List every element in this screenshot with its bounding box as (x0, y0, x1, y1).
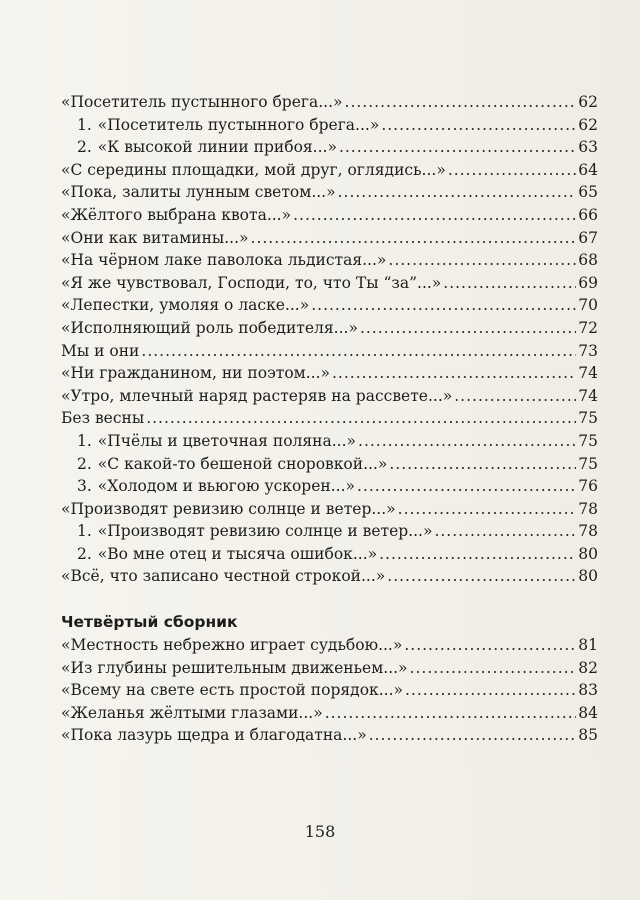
table-of-contents (61, 91, 598, 747)
toc-entry-title: «На чёрном лаке паволока льдистая...» (61, 251, 387, 270)
toc-entry-title (77, 475, 355, 498)
toc-entry-title (77, 136, 337, 159)
section-spacer (61, 588, 598, 610)
toc-entry (61, 181, 598, 204)
toc-entry-page: 66 (578, 205, 598, 224)
toc-entry-text: «С какой-то бешеной сноровкой...» (97, 454, 388, 473)
toc-entry-title: «Я же чувствовал, Господи, то, что Ты “за”...» (61, 273, 442, 292)
toc-entry (61, 634, 598, 657)
toc-entry-page: 82 (578, 658, 598, 677)
toc-entry-title: «Всему на свете есть простой порядок...» (61, 681, 403, 700)
toc-entry (61, 724, 598, 747)
toc-entry-page: 65 (578, 183, 598, 202)
toc-entry-page: 75 (578, 409, 598, 428)
toc-entry-page: 73 (578, 341, 598, 360)
toc-entry-number: 3. (77, 477, 92, 496)
toc-entry-page: 74 (578, 364, 598, 383)
toc-entry-title: «С середины площадки, мой друг, оглядись...» (61, 160, 446, 179)
toc-subentry (61, 543, 598, 566)
toc-leader-dots (387, 565, 576, 588)
toc-entry (61, 407, 598, 430)
toc-entry (61, 702, 598, 725)
toc-leader-dots (360, 317, 576, 340)
toc-entry-title: Без весны (61, 409, 145, 428)
toc-entry (61, 679, 598, 702)
toc-entry (61, 498, 598, 521)
toc-entry (61, 317, 598, 340)
toc-entry (61, 91, 598, 114)
toc-leader-dots (379, 543, 576, 566)
toc-entry-page: 85 (578, 726, 598, 745)
toc-leader-dots (358, 430, 576, 453)
toc-leader-dots (448, 159, 576, 182)
toc-leader-dots (434, 520, 576, 543)
toc-entry-title: «Утро, млечный наряд растеряв на рассвете...» (61, 386, 453, 405)
toc-entry (61, 204, 598, 227)
toc-leader-dots (404, 634, 576, 657)
toc-subentry (61, 453, 598, 476)
toc-entry-text: «Холодом и вьюгою ускорен...» (97, 477, 355, 496)
toc-leader-dots (369, 724, 577, 747)
toc-entry-page: 84 (578, 703, 598, 722)
toc-entry-title (77, 114, 379, 137)
toc-subentry (61, 475, 598, 498)
toc-leader-dots (388, 249, 576, 272)
toc-subentry (61, 520, 598, 543)
toc-entry-page: 75 (578, 431, 598, 450)
toc-entry-page: 67 (578, 228, 598, 247)
toc-entry (61, 294, 598, 317)
toc-entry-title: «Всё, что записано честной строкой...» (61, 567, 386, 586)
section-heading: Четвёртый сборник (61, 613, 238, 632)
toc-entry-page: 62 (578, 93, 598, 111)
toc-entry (61, 362, 598, 385)
toc-entry-page: 63 (578, 138, 598, 157)
toc-entry-page: 69 (578, 273, 598, 292)
toc-entry-text: «Посетитель пустынного брега...» (97, 115, 380, 134)
toc-leader-dots (357, 475, 576, 498)
toc-entry-text: «Производят ревизию солнце и ветер...» (97, 522, 433, 541)
toc-entry (61, 227, 598, 250)
toc-entry-title: «Они как витамины...» (61, 228, 249, 247)
toc-entry-page: 78 (578, 499, 598, 518)
toc-entry-page: 76 (578, 477, 598, 496)
toc-entry-title: «Желанья жёлтыми глазами...» (61, 703, 323, 722)
toc-entry (61, 657, 598, 680)
toc-leader-dots (332, 362, 576, 385)
toc-entry-page: 78 (578, 522, 598, 541)
toc-entry (61, 340, 598, 363)
toc-subentry (61, 136, 598, 159)
toc-entry-title (77, 430, 356, 453)
toc-leader-dots (381, 114, 576, 137)
toc-entry-title: «Местность небрежно играет судьбою...» (61, 636, 403, 655)
toc-leader-dots (389, 453, 576, 476)
toc-entry (61, 249, 598, 272)
toc-entry (61, 385, 598, 408)
toc-leader-dots (405, 679, 576, 702)
toc-leader-dots (311, 294, 576, 317)
toc-leader-dots (141, 340, 576, 363)
toc-entry-title: «Пока, залиты лунным светом...» (61, 183, 336, 202)
toc-entry (61, 159, 598, 182)
toc-entry (61, 272, 598, 295)
toc-entry-page: 70 (578, 296, 598, 315)
toc-leader-dots (146, 407, 576, 430)
toc-leader-dots (454, 385, 576, 408)
toc-entry-title (77, 453, 387, 476)
toc-leader-dots (345, 91, 577, 114)
toc-leader-dots (398, 498, 577, 521)
toc-entry-number: 1. (77, 522, 92, 541)
toc-entry-title (77, 543, 377, 566)
toc-leader-dots (443, 272, 576, 295)
toc-leader-dots (325, 702, 577, 725)
toc-leader-dots (293, 204, 576, 227)
toc-entry-number: 2. (77, 544, 92, 563)
toc-entry-page: 62 (578, 115, 598, 134)
toc-entry-title: «Посетитель пустынного брега...» (61, 93, 343, 111)
toc-entry-number: 2. (77, 138, 92, 157)
toc-entry-text: «К высокой линии прибоя...» (97, 138, 337, 157)
toc-entry-number: 1. (77, 115, 92, 134)
toc-entry-page: 68 (578, 251, 598, 270)
toc-leader-dots (338, 181, 577, 204)
toc-entry-title: «Лепестки, умоляя о ласке...» (61, 296, 310, 315)
toc-entry-text: «Пчёлы и цветочная поляна...» (97, 431, 357, 450)
toc-entry-title: «Исполняющий роль победителя...» (61, 318, 358, 337)
toc-entry-page: 74 (578, 386, 598, 405)
toc-entry-page: 72 (578, 318, 598, 337)
toc-entry-page: 80 (578, 567, 598, 586)
toc-entry-title: «Производят ревизию солнце и ветер...» (61, 499, 396, 518)
toc-subentry (61, 430, 598, 453)
toc-entry-title: «Из глубины решительным движеньем...» (61, 658, 408, 677)
toc-subentry (61, 114, 598, 137)
toc-entry (61, 565, 598, 588)
toc-entry-title: «Ни гражданином, ни поэтом...» (61, 364, 330, 383)
toc-entry-title (77, 520, 432, 543)
toc-leader-dots (251, 227, 577, 250)
toc-entry-page: 80 (578, 544, 598, 563)
toc-entry-title: «Пока лазурь щедра и благодатна...» (61, 726, 367, 745)
toc-entry-page: 81 (578, 636, 598, 655)
toc-entry-page: 75 (578, 454, 598, 473)
toc-entry-page: 83 (578, 681, 598, 700)
toc-entry-text: «Во мне отец и тысяча ошибок...» (97, 544, 378, 563)
toc-entry-title: «Жёлтого выбрана квота...» (61, 205, 292, 224)
toc-entry-number: 1. (77, 431, 92, 450)
toc-leader-dots (410, 657, 577, 680)
toc-entry-page: 64 (578, 160, 598, 179)
toc-entry-number: 2. (77, 454, 92, 473)
toc-leader-dots (339, 136, 576, 159)
page-number: 158 (304, 822, 336, 841)
toc-entry-title: Мы и они (61, 341, 140, 360)
